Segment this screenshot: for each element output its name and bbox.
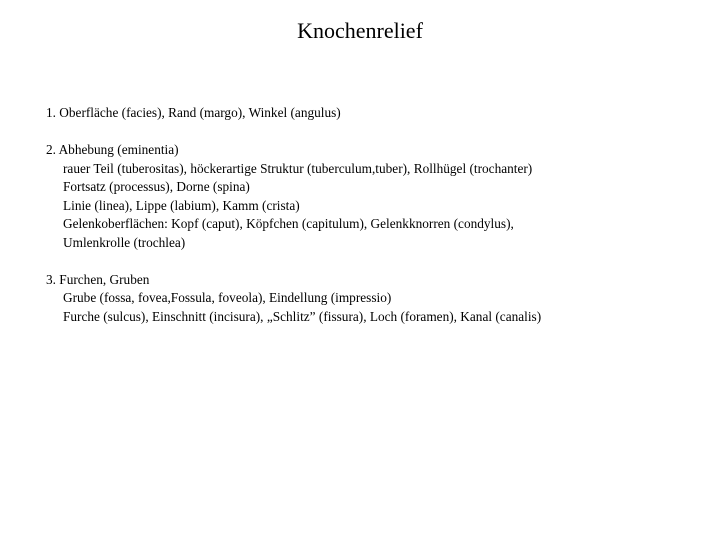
section-elevation xyxy=(46,141,706,252)
section-grooves xyxy=(46,271,706,327)
section-heading: 2. Abhebung (eminentia) xyxy=(46,142,179,157)
section-line: rauer Teil (tuberositas), höckerartige Struktur (tuberculum,tuber), Rollhügel (trochanter) xyxy=(63,160,533,176)
section-line: Grube (fossa, fovea,Fossula, foveola), Eindellung (impressio) xyxy=(63,290,392,305)
section-line: Furche (sulcus), Einschnitt (incisura), „Schlitz” (fissura), Loch (foramen), Kanal (canalis) xyxy=(63,308,542,324)
section-surface xyxy=(46,104,706,123)
section-line: Umlenkrolle (trochlea) xyxy=(63,234,186,250)
section-heading: 3. Furchen, Gruben xyxy=(46,271,150,287)
section-heading: 1. Oberfläche (facies), Rand (margo), Winkel (angulus) xyxy=(46,105,341,120)
section-line: Fortsatz (processus), Dorne (spina) xyxy=(63,179,250,194)
slide-title: Knochenrelief xyxy=(297,18,423,43)
section-line: Gelenkoberflächen: Kopf (caput), Köpfchen (capitulum), Gelenkknorren (condylus), xyxy=(63,216,514,231)
slide-content xyxy=(46,104,706,345)
section-line: Linie (linea), Lippe (labium), Kamm (crista) xyxy=(63,197,300,213)
